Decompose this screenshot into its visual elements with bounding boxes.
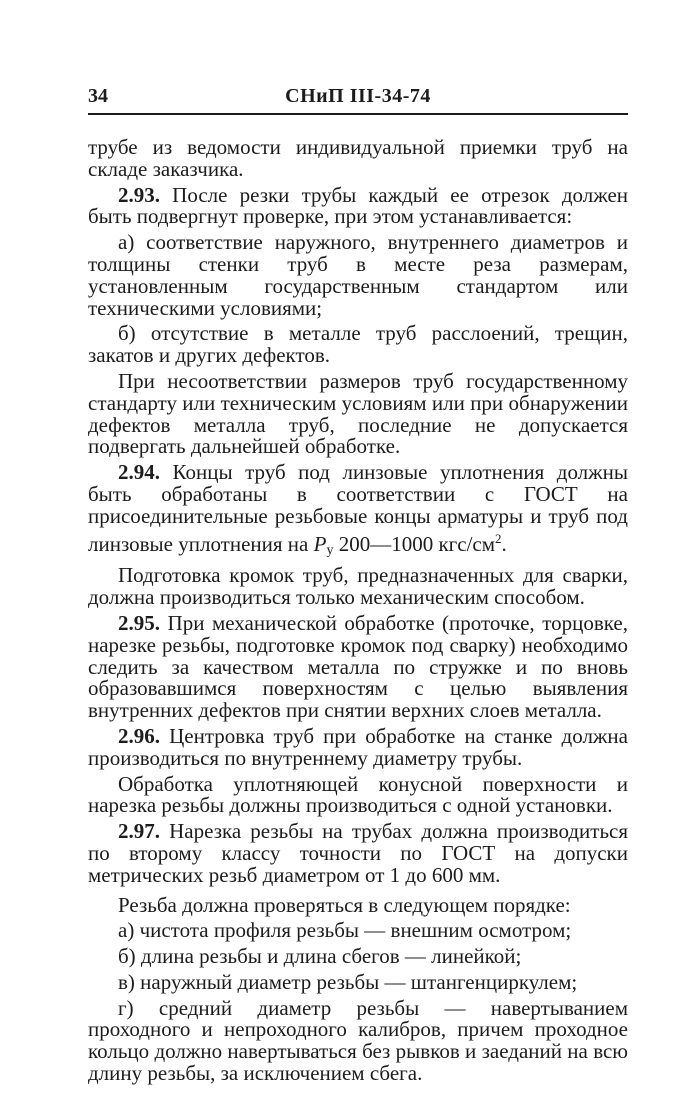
paragraph-text: г) средний диаметр резьбы — навертыванием проходного и непроходного калибров, причем проходное кольцо должно навертываться без рывков и заеданий на всю длину резьбы, за исключением сбега. [88, 995, 628, 1086]
paragraph-nonconformity [88, 368, 628, 459]
page-number: 34 [88, 85, 108, 107]
clause-number: 2.97. [118, 819, 160, 844]
running-head: СНиП III-34-74 [285, 85, 431, 107]
paragraph-text: Концы труб под линзовые уплотнения должны быть обработаны в соответствии с ГОСТ на присоединительные резьбовые концы арматуры и труб под линзовые уплотнения на [88, 460, 629, 556]
paragraph-text: Подготовка кромок труб, предназначенных для сварки, должна производиться только механическим способом. [88, 563, 628, 610]
paragraph-text: После резки трубы каждый ее отрезок должен быть подвергнут проверке, при этом устанавливается: [88, 182, 628, 229]
clause-2-97 [88, 821, 628, 886]
header-rule [88, 113, 628, 115]
clause-2-95 [88, 610, 628, 723]
paragraph-text: Нарезка резьбы на трубах должна производиться по второму классу точности по ГОСТ на допуски метрических резьб диаметром от 1 до 600 мм. [88, 819, 629, 887]
paragraph-text: Резьба должна проверяться в следующем порядке: [118, 892, 571, 917]
paragraph-text: а) соответствие наружного, внутреннего диаметров и толщины стенки труб в месте реза размерам, установленным государственным стандартом или техническими условиями; [88, 230, 628, 320]
clause-number: 2.94. [118, 460, 160, 485]
clause-2-96 [88, 723, 628, 770]
paragraph-text: б) отсутствие в металле труб расслоений, трещин, закатов и других дефектов. [88, 321, 628, 368]
paragraph-edge-preparation [88, 565, 628, 609]
clause-number: 2.96. [118, 723, 160, 748]
list-item-b [88, 946, 628, 968]
list-item-a [88, 232, 628, 319]
list-item-b [88, 323, 628, 367]
document-page [88, 84, 628, 1089]
clause-number: 2.93. [118, 182, 160, 207]
body-text [88, 137, 628, 1085]
paragraph-thread-check [88, 892, 628, 917]
list-item-c [88, 969, 628, 994]
paragraph-sealing-surface [88, 771, 628, 818]
clause-2-93 [88, 182, 628, 229]
list-item-d [88, 995, 628, 1086]
paragraph-text: При механической обработке (проточке, торцовке, нарезке резьбы, подготовке кромок под сварку) необходимо следить за качеством металла по стружке и по вновь образовавшимся поверхностям с целью выявления внутренних дефектов при снятии верхних слоев металла. [88, 610, 628, 723]
page-header [88, 84, 628, 114]
paragraph-text: При несоответствии размеров труб государственному стандарту или техническим условиям или при обнаружении дефектов металла труб, последние не допускается подвергать дальнейшей обработке. [88, 368, 628, 459]
paragraph-text: б) длина резьбы и длина сбегов — линейкой; [118, 944, 522, 969]
paragraph-text: трубе из ведомости индивидуальной приемки труб на складе заказчика. [88, 135, 628, 181]
paragraph-text: в) наружный диаметр резьбы — штангенциркулем; [118, 969, 578, 994]
pressure-value: 200—1000 кгс/см [333, 531, 496, 556]
unit-superscript: 2 [495, 530, 502, 546]
paragraph-continuation [88, 137, 628, 181]
clause-number: 2.95. [118, 610, 160, 635]
list-item-a [88, 920, 628, 942]
paragraph-text: а) чистота профиля резьбы — внешним осмотром; [118, 918, 572, 943]
paragraph-text: Обработка уплотняющей конусной поверхности и нарезка резьбы должны производиться с одной установки. [88, 771, 628, 818]
clause-2-94 [88, 462, 628, 561]
paragraph-text: Центровка труб при обработке на станке должна производиться по внутреннему диаметру трубы. [88, 723, 628, 770]
pressure-subscript: у [326, 542, 334, 558]
sentence-end: . [501, 531, 507, 556]
pressure-symbol: P [313, 531, 327, 556]
